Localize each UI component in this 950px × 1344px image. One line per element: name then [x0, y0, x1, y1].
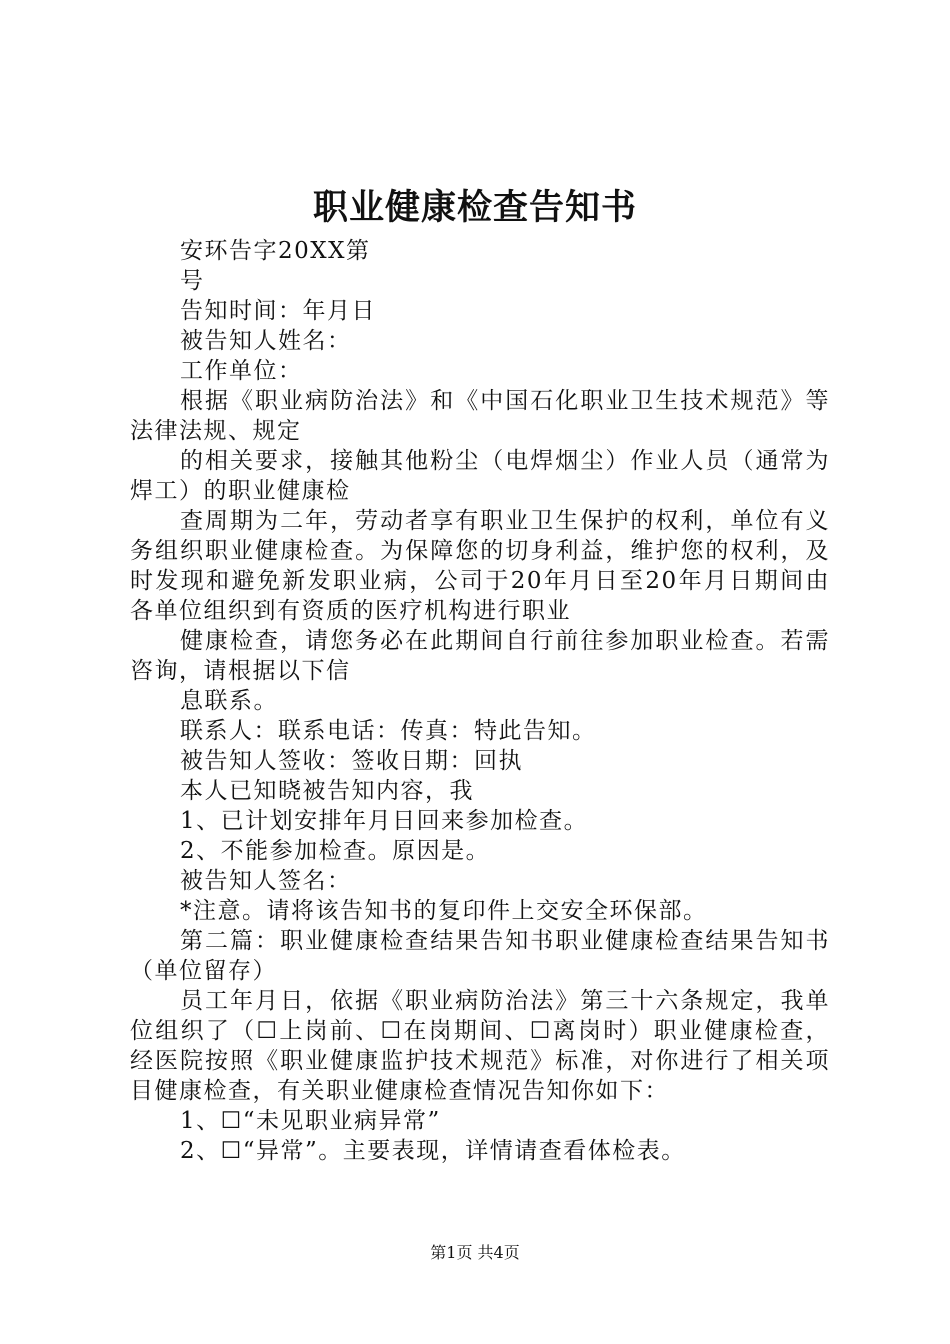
document-body — [130, 236, 830, 1166]
body-paragraph: 员工年月日，依据《职业病防治法》第三十六条规定，我单位组织了（☐上岗前、☐在岗期间、☐离岗时）职业健康检查，经医院按照《职业健康监护技术规范》标准，对你进行了相关项目健康检查，有关职业健康检查情况告知你如下： — [130, 988, 830, 1104]
notice-number-line: 安环告字20XX第 — [180, 238, 371, 264]
contact-line: 联系人：联系电话：传真：特此告知。 — [180, 718, 597, 744]
notice-number-suffix: 号 — [180, 268, 205, 294]
receipt-option-2: 2、不能参加检查。原因是。 — [180, 838, 491, 864]
body-paragraph: 健康检查，请您务必在此期间自行前往参加职业检查。若需咨询，请根据以下信 — [130, 628, 830, 684]
result-option-2: 2、☐“异常”。主要表现，详情请查看体检表。 — [180, 1138, 686, 1164]
body-paragraph: 根据《职业病防治法》和《中国石化职业卫生技术规范》等法律法规、规定 — [130, 388, 830, 444]
receipt-option-1: 1、已计划安排年月日回来参加检查。 — [180, 808, 589, 834]
body-paragraph: 查周期为二年，劳动者享有职业卫生保护的权利，单位有义务组织职业健康检查。为保障您的切身利益，维护您的权利，及时发现和避免新发职业病，公司于20年月日至20年月日期间由各单位组织到有资质的医疗机构进行职业 — [130, 508, 830, 624]
section-two-heading: 第二篇：职业健康检查结果告知书职业健康检查结果告知书（单位留存） — [130, 928, 830, 984]
signoff-line: 被告知人签收：签收日期：回执 — [180, 748, 523, 774]
work-unit: 工作单位： — [180, 358, 303, 384]
body-paragraph: 的相关要求，接触其他粉尘（电焊烟尘）作业人员（通常为焊工）的职业健康检 — [130, 448, 830, 504]
notice-time: 告知时间：年月日 — [180, 298, 376, 324]
receipt-line: 本人已知晓被告知内容，我 — [180, 778, 474, 804]
note-line: *注意。请将该告知书的复印件上交安全环保部。 — [180, 898, 708, 924]
recipient-name: 被告知人姓名： — [180, 328, 352, 354]
document-title: 职业健康检查告知书 — [312, 187, 637, 228]
page-footer: 第1页 共4页 — [430, 1243, 520, 1262]
recipient-signature: 被告知人签名： — [180, 868, 352, 894]
body-paragraph: 息联系。 — [180, 688, 278, 714]
result-option-1: 1、☐“未见职业病异常” — [180, 1108, 441, 1134]
